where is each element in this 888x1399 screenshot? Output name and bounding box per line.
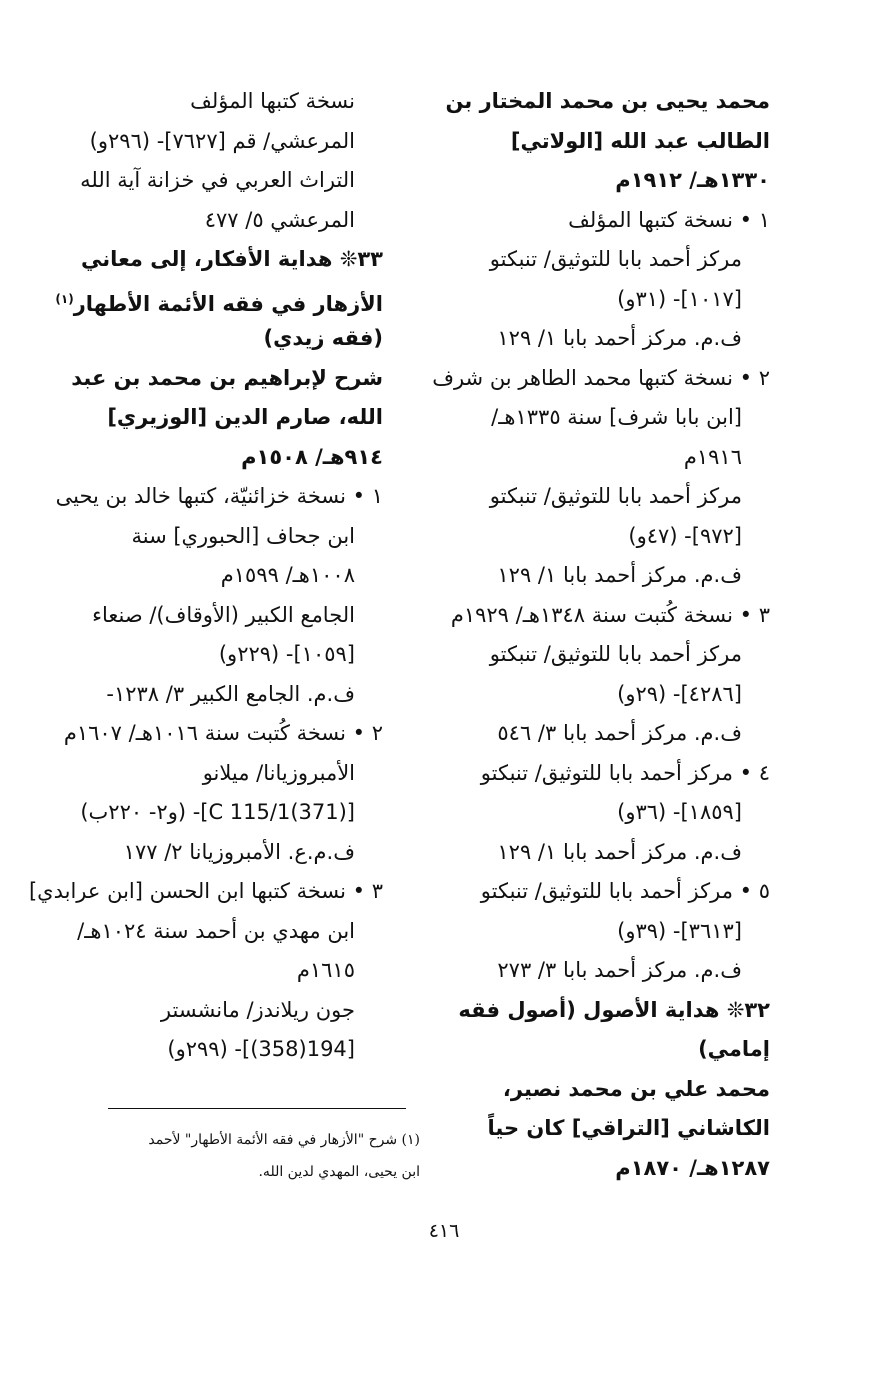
line-text: [٣٦١٣]- (٣٩و) <box>617 918 742 943</box>
left-column-line <box>71 359 383 399</box>
right-column-line <box>465 635 770 675</box>
line-text: مركز أحمد بابا للتوثيق/ تنبكتو <box>489 247 742 271</box>
left-column-line <box>78 635 383 675</box>
right-column-line <box>465 912 770 952</box>
line-text: ف.م. الجامع الكبير ٣/ ١٢٣٨- <box>106 681 355 706</box>
line-text: ١ • نسخة خزائنيّة، كتبها خالد بن يحيى <box>55 484 383 508</box>
line-text: [١٨٥٩]- (٣٦و) <box>617 800 742 824</box>
left-column-line <box>55 477 383 517</box>
left-column-line <box>78 675 383 715</box>
right-column-line <box>465 398 770 438</box>
line-text: [١٠١٧]- (٣١و) <box>617 286 742 311</box>
line-text: المرعشي ٥/ ٤٧٧ <box>204 207 355 232</box>
line-text: الطالب عبد الله [الولاتي] <box>510 128 770 153</box>
line-text: [C 115/1(371)]- (و٢- ٢٢٠ب) <box>80 800 355 824</box>
line-text: ٢ • نسخة كتبها محمد الطاهر بن شرف <box>432 365 770 390</box>
footnote-divider <box>108 1108 406 1109</box>
line-text: ابن مهدي بن أحمد سنة ١٠٢٤هـ/ <box>77 918 355 943</box>
left-column-line <box>78 161 383 201</box>
line-text: ٥ • مركز أحمد بابا للتوثيق/ تنبكتو <box>480 879 770 903</box>
right-column-line <box>465 872 770 912</box>
right-column-line <box>465 1109 770 1149</box>
left-column-line <box>78 754 383 794</box>
left-column-line <box>78 793 383 833</box>
line-text: ١٠٠٨هـ/ ١٥٩٩م <box>220 563 355 587</box>
left-column-line <box>55 280 383 320</box>
right-column-line <box>465 477 770 517</box>
page-number: ٤١٦ <box>428 1220 460 1242</box>
line-text: ١٩١٦م <box>683 444 742 469</box>
line-text: [ابن بابا شرف] سنة ١٣٣٥هـ/ <box>491 405 742 429</box>
right-column-line <box>465 556 770 596</box>
right-column-line <box>432 359 770 399</box>
line-text: ف.م. مركز أحمد بابا ١/ ١٢٩ <box>497 839 742 864</box>
left-column-line <box>78 398 383 438</box>
line-text: (فقه زيدي) <box>263 326 383 350</box>
footnote-marker: (١) <box>55 291 74 306</box>
right-column-line <box>458 991 770 1031</box>
left-column-line <box>78 438 383 478</box>
line-text: ١٣٣٠هـ/ ١٩١٢م <box>615 168 770 192</box>
footnote <box>78 1124 420 1188</box>
right-column-line <box>465 280 770 320</box>
right-column-line <box>465 714 770 754</box>
right-column-line <box>465 951 770 991</box>
line-text: الجامع الكبير (الأوقاف)/ صنعاء <box>92 602 355 627</box>
line-text: [194(358)]- (٢٩٩و) <box>167 1037 355 1061</box>
left-column-line <box>78 833 383 873</box>
right-column-line <box>465 1030 770 1070</box>
left-column-line <box>78 240 383 280</box>
line-text: ٣٣❊ هداية الأفكار، إلى معاني <box>81 247 383 271</box>
left-column-line <box>63 714 383 754</box>
line-text: نسخة كتبها المؤلف <box>190 89 355 113</box>
line-text: ف.م. مركز أحمد بابا ٣/ ٥٤٦ <box>497 721 742 745</box>
line-text: المرعشي/ قم [٧٦٢٧]- (٢٩٦و) <box>89 128 355 153</box>
line-text: ابن جحاف [الحبوري] سنة <box>131 523 355 548</box>
right-column <box>432 82 770 1188</box>
right-column-line <box>465 122 770 162</box>
left-column-line <box>78 556 383 596</box>
line-text: إمامي) <box>698 1037 770 1061</box>
left-column-line <box>78 991 383 1031</box>
line-text: محمد يحيى بن محمد المختار بن <box>445 89 770 113</box>
left-column-line <box>28 872 383 912</box>
line-text: محمد علي بن محمد نصير، <box>502 1076 770 1101</box>
right-column-line <box>465 754 770 794</box>
left-column-line <box>78 1030 383 1070</box>
line-text: مركز أحمد بابا للتوثيق/ تنبكتو <box>489 642 742 666</box>
line-text: ٢ • نسخة كُتبت سنة ١٠١٦هـ/ ١٦٠٧م <box>63 721 383 745</box>
line-text: [١٠٥٩]- (٢٢٩و) <box>218 642 355 666</box>
line-text: ٣ • نسخة كتبها ابن الحسن [ابن عرابدي] <box>28 879 383 903</box>
right-column-line <box>465 201 770 241</box>
line-text: التراث العربي في خزانة آية الله <box>80 168 355 192</box>
line-text: ف.م. مركز أحمد بابا ٣/ ٢٧٣ <box>497 958 742 982</box>
left-column-line <box>78 82 383 122</box>
line-text: ٣٢❊ هداية الأصول (أصول فقه <box>458 997 770 1022</box>
footnote-line-2: ابن يحيى، المهدي لدين الله. <box>258 1164 420 1180</box>
right-column-line <box>465 1149 770 1189</box>
right-column-line <box>465 161 770 201</box>
line-text: الأمبروزيانا/ ميلانو <box>202 760 355 785</box>
left-column-line <box>78 596 383 636</box>
line-text: الكاشاني [التراقي] كان حياً <box>487 1116 770 1140</box>
left-column <box>28 82 383 1070</box>
left-column-line <box>78 951 383 991</box>
left-column-line <box>78 122 383 162</box>
line-text: ٤ • مركز أحمد بابا للتوثيق/ تنبكتو <box>480 760 770 785</box>
line-text: شرح لإبراهيم بن محمد بن عبد <box>71 365 383 390</box>
right-column-line <box>465 793 770 833</box>
line-text: مركز أحمد بابا للتوثيق/ تنبكتو <box>489 484 742 508</box>
line-text: ١٢٨٧هـ/ ١٨٧٠م <box>615 1155 770 1180</box>
line-text: ٩١٤هـ/ ١٥٠٨م <box>241 444 383 469</box>
line-text: جون ريلاندز/ مانشستر <box>160 997 355 1022</box>
left-column-line <box>78 201 383 241</box>
line-text: ٣ • نسخة كُتبت سنة ١٣٤٨هـ/ ١٩٢٩م <box>450 602 770 627</box>
line-text: ف.م. مركز أحمد بابا ١/ ١٢٩ <box>497 326 742 350</box>
right-column-line <box>465 517 770 557</box>
line-text: الله، صارم الدين [الوزيري] <box>107 405 383 429</box>
right-column-line <box>445 82 770 122</box>
right-column-line <box>450 596 770 636</box>
line-text: الأزهار في فقه الأئمة الأطهار <box>73 291 383 316</box>
right-column-line <box>465 675 770 715</box>
left-column-line <box>78 912 383 952</box>
line-text: ف.م. مركز أحمد بابا ١/ ١٢٩ <box>497 563 742 587</box>
line-text: [٩٧٢]- (٤٧و) <box>628 523 742 548</box>
right-column-line <box>465 438 770 478</box>
line-text: ١٦١٥م <box>296 958 355 982</box>
line-text: ١ • نسخة كتبها المؤلف <box>568 207 770 232</box>
right-column-line <box>465 833 770 873</box>
left-column-line <box>78 319 383 359</box>
right-column-line <box>465 240 770 280</box>
line-text: [٤٢٨٦]- (٢٩و) <box>617 681 742 706</box>
left-column-line <box>78 517 383 557</box>
line-text: ف.م.ع. الأمبروزيانا ٢/ ١٧٧ <box>123 839 355 864</box>
right-column-line <box>465 319 770 359</box>
footnote-line-1: (١) شرح "الأزهار في فقه الأئمة الأطهار" لأحمد <box>148 1132 420 1148</box>
right-column-line <box>465 1070 770 1110</box>
